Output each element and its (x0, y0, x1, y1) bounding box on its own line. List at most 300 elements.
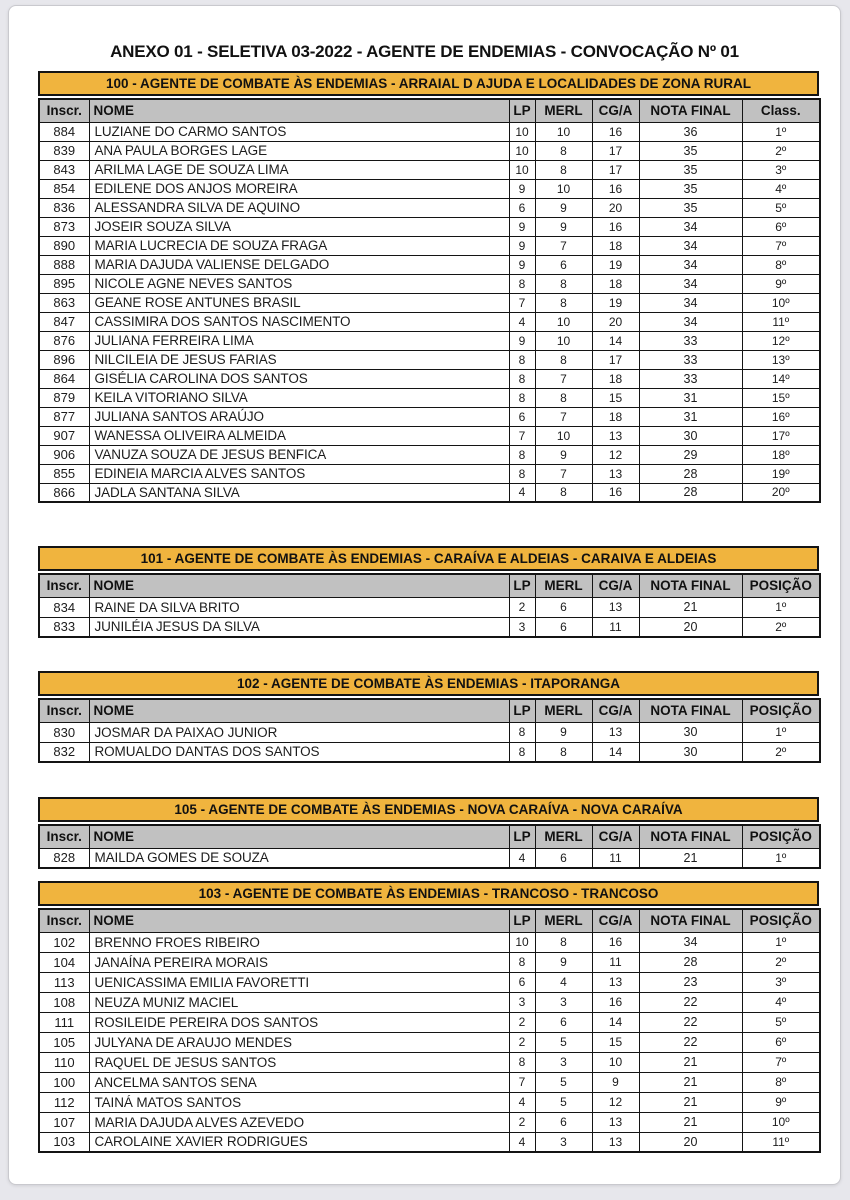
cell-posicao: 5º (742, 1012, 820, 1032)
column-header: CG/A (592, 699, 639, 722)
cell-posicao: 9º (742, 1092, 820, 1112)
cell-nome: GISÉLIA CAROLINA DOS SANTOS (89, 369, 509, 388)
cell-lp: 8 (509, 742, 535, 762)
cell-cga: 20 (592, 312, 639, 331)
cell-posicao: 14º (742, 369, 820, 388)
cell-lp: 8 (509, 952, 535, 972)
results-table-section (38, 881, 819, 1153)
cell-lp: 9 (509, 236, 535, 255)
header-row (39, 699, 820, 722)
cell-lp: 8 (509, 722, 535, 742)
cell-posicao: 13º (742, 350, 820, 369)
table-row (39, 972, 820, 992)
cell-lp: 8 (509, 464, 535, 483)
column-header: LP (509, 909, 535, 932)
cell-nota-final: 21 (639, 1072, 742, 1092)
cell-merl: 6 (535, 597, 592, 617)
cell-posicao: 1º (742, 932, 820, 952)
cell-nome: EDINEIA MARCIA ALVES SANTOS (89, 464, 509, 483)
cell-nome: JOSMAR DA PAIXAO JUNIOR (89, 722, 509, 742)
table-row (39, 407, 820, 426)
cell-merl: 8 (535, 160, 592, 179)
header-row (39, 825, 820, 848)
cell-nome: ALESSANDRA SILVA DE AQUINO (89, 198, 509, 217)
cell-inscr: 847 (39, 312, 89, 331)
cell-inscr: 843 (39, 160, 89, 179)
table-row (39, 350, 820, 369)
cell-lp: 7 (509, 1072, 535, 1092)
cell-inscr: 906 (39, 445, 89, 464)
cell-lp: 8 (509, 350, 535, 369)
column-header: Inscr. (39, 909, 89, 932)
cell-lp: 7 (509, 426, 535, 445)
cell-merl: 6 (535, 617, 592, 637)
cell-nome: CASSIMIRA DOS SANTOS NASCIMENTO (89, 312, 509, 331)
column-header: NOME (89, 99, 509, 122)
cell-nome: NICOLE AGNE NEVES SANTOS (89, 274, 509, 293)
cell-cga: 16 (592, 217, 639, 236)
cell-nome: ANCELMA SANTOS SENA (89, 1072, 509, 1092)
cell-merl: 10 (535, 312, 592, 331)
table-row (39, 160, 820, 179)
document-page (8, 5, 841, 1185)
cell-lp: 8 (509, 274, 535, 293)
column-header: Inscr. (39, 825, 89, 848)
cell-posicao: 7º (742, 236, 820, 255)
cell-nota-final: 34 (639, 293, 742, 312)
table-row (39, 274, 820, 293)
cell-nota-final: 23 (639, 972, 742, 992)
cell-posicao: 1º (742, 848, 820, 868)
cell-merl: 8 (535, 274, 592, 293)
cell-nota-final: 35 (639, 179, 742, 198)
cell-posicao: 4º (742, 992, 820, 1012)
cell-cga: 17 (592, 160, 639, 179)
table-row (39, 179, 820, 198)
cell-nome: KEILA VITORIANO SILVA (89, 388, 509, 407)
column-header: MERL (535, 825, 592, 848)
cell-merl: 8 (535, 293, 592, 312)
column-header: NOTA FINAL (639, 909, 742, 932)
header-row (39, 909, 820, 932)
cell-inscr: 896 (39, 350, 89, 369)
cell-nome: MARIA DAJUDA VALIENSE DELGADO (89, 255, 509, 274)
cell-lp: 7 (509, 293, 535, 312)
column-header: MERL (535, 699, 592, 722)
results-table (38, 98, 821, 503)
cell-posicao: 19º (742, 464, 820, 483)
cell-nome: JULYANA DE ARAUJO MENDES (89, 1032, 509, 1052)
cell-posicao: 2º (742, 617, 820, 637)
cell-cga: 11 (592, 848, 639, 868)
cell-posicao: 12º (742, 331, 820, 350)
cell-cga: 13 (592, 972, 639, 992)
column-header: CG/A (592, 574, 639, 597)
cell-nota-final: 30 (639, 426, 742, 445)
cell-nome: WANESSA OLIVEIRA ALMEIDA (89, 426, 509, 445)
results-table (38, 573, 821, 638)
cell-merl: 8 (535, 141, 592, 160)
table-row (39, 198, 820, 217)
results-table-section (38, 546, 819, 638)
results-table-section (38, 797, 819, 869)
cell-inscr: 828 (39, 848, 89, 868)
cell-inscr: 830 (39, 722, 89, 742)
column-header: POSIÇÃO (742, 574, 820, 597)
header-row (39, 99, 820, 122)
column-header: POSIÇÃO (742, 825, 820, 848)
cell-nota-final: 34 (639, 932, 742, 952)
cell-merl: 3 (535, 1132, 592, 1152)
cell-nome: ROMUALDO DANTAS DOS SANTOS (89, 742, 509, 762)
cell-merl: 6 (535, 1012, 592, 1032)
column-header: NOME (89, 909, 509, 932)
column-header: POSIÇÃO (742, 909, 820, 932)
column-header: MERL (535, 909, 592, 932)
table-row (39, 483, 820, 502)
table-band-title: 102 - AGENTE DE COMBATE ÀS ENDEMIAS - ITAPORANGA (38, 671, 819, 696)
column-header: Inscr. (39, 699, 89, 722)
cell-inscr: 112 (39, 1092, 89, 1112)
table-row (39, 388, 820, 407)
cell-inscr: 877 (39, 407, 89, 426)
column-header: LP (509, 574, 535, 597)
cell-posicao: 6º (742, 1032, 820, 1052)
cell-nota-final: 28 (639, 464, 742, 483)
table-band-title: 100 - AGENTE DE COMBATE ÀS ENDEMIAS - ARRAIAL D AJUDA E LOCALIDADES DE ZONA RURAL (38, 71, 819, 96)
column-header: Class. (742, 99, 820, 122)
cell-lp: 4 (509, 312, 535, 331)
table-row (39, 312, 820, 331)
cell-lp: 4 (509, 848, 535, 868)
cell-cga: 13 (592, 464, 639, 483)
cell-inscr: 834 (39, 597, 89, 617)
cell-inscr: 907 (39, 426, 89, 445)
column-header: NOTA FINAL (639, 574, 742, 597)
cell-cga: 18 (592, 369, 639, 388)
table-row (39, 217, 820, 236)
cell-merl: 4 (535, 972, 592, 992)
table-row (39, 952, 820, 972)
cell-merl: 10 (535, 331, 592, 350)
header-row (39, 574, 820, 597)
cell-cga: 13 (592, 1112, 639, 1132)
cell-nota-final: 35 (639, 198, 742, 217)
results-table (38, 824, 821, 869)
cell-lp: 8 (509, 388, 535, 407)
cell-nota-final: 21 (639, 1092, 742, 1112)
cell-nota-final: 28 (639, 483, 742, 502)
cell-cga: 11 (592, 617, 639, 637)
cell-posicao: 3º (742, 160, 820, 179)
cell-merl: 7 (535, 236, 592, 255)
cell-lp: 8 (509, 445, 535, 464)
table-row (39, 1072, 820, 1092)
cell-posicao: 16º (742, 407, 820, 426)
cell-inscr: 839 (39, 141, 89, 160)
cell-lp: 10 (509, 160, 535, 179)
cell-cga: 13 (592, 722, 639, 742)
cell-inscr: 103 (39, 1132, 89, 1152)
cell-merl: 6 (535, 255, 592, 274)
cell-lp: 3 (509, 617, 535, 637)
cell-posicao: 1º (742, 597, 820, 617)
cell-posicao: 11º (742, 312, 820, 331)
cell-merl: 5 (535, 1032, 592, 1052)
cell-nota-final: 33 (639, 369, 742, 388)
results-table-section (38, 71, 819, 503)
cell-posicao: 1º (742, 722, 820, 742)
cell-nota-final: 33 (639, 331, 742, 350)
cell-lp: 6 (509, 407, 535, 426)
cell-inscr: 108 (39, 992, 89, 1012)
cell-nome: MARIA DAJUDA ALVES AZEVEDO (89, 1112, 509, 1132)
cell-cga: 16 (592, 179, 639, 198)
cell-inscr: 890 (39, 236, 89, 255)
table-row (39, 1032, 820, 1052)
cell-cga: 18 (592, 407, 639, 426)
table-row (39, 141, 820, 160)
table-row (39, 255, 820, 274)
table-row (39, 992, 820, 1012)
cell-nome: MARIA LUCRECIA DE SOUZA FRAGA (89, 236, 509, 255)
table-row (39, 597, 820, 617)
cell-posicao: 2º (742, 742, 820, 762)
cell-cga: 14 (592, 1012, 639, 1032)
cell-lp: 9 (509, 179, 535, 198)
cell-cga: 15 (592, 1032, 639, 1052)
cell-merl: 10 (535, 426, 592, 445)
cell-posicao: 20º (742, 483, 820, 502)
cell-lp: 10 (509, 932, 535, 952)
cell-lp: 10 (509, 141, 535, 160)
results-table-section (38, 671, 819, 763)
table-row (39, 331, 820, 350)
cell-inscr: 105 (39, 1032, 89, 1052)
cell-inscr: 104 (39, 952, 89, 972)
cell-nome: TAINÁ MATOS SANTOS (89, 1092, 509, 1112)
cell-merl: 3 (535, 992, 592, 1012)
table-row (39, 722, 820, 742)
cell-nota-final: 20 (639, 1132, 742, 1152)
cell-nome: VANUZA SOUZA DE JESUS BENFICA (89, 445, 509, 464)
cell-inscr: 833 (39, 617, 89, 637)
cell-cga: 16 (592, 483, 639, 502)
cell-nome: EDILENE DOS ANJOS MOREIRA (89, 179, 509, 198)
table-row (39, 464, 820, 483)
cell-posicao: 1º (742, 122, 820, 141)
cell-lp: 2 (509, 597, 535, 617)
cell-nota-final: 22 (639, 1032, 742, 1052)
cell-merl: 10 (535, 179, 592, 198)
cell-cga: 12 (592, 1092, 639, 1112)
cell-nome: ANA PAULA BORGES LAGE (89, 141, 509, 160)
cell-cga: 20 (592, 198, 639, 217)
cell-posicao: 8º (742, 255, 820, 274)
cell-inscr: 855 (39, 464, 89, 483)
table-row (39, 236, 820, 255)
cell-cga: 13 (592, 597, 639, 617)
cell-merl: 8 (535, 350, 592, 369)
cell-inscr: 100 (39, 1072, 89, 1092)
cell-nota-final: 20 (639, 617, 742, 637)
cell-nome: ROSILEIDE PEREIRA DOS SANTOS (89, 1012, 509, 1032)
cell-inscr: 873 (39, 217, 89, 236)
column-header: NOME (89, 699, 509, 722)
cell-nota-final: 31 (639, 407, 742, 426)
cell-cga: 19 (592, 255, 639, 274)
cell-inscr: 107 (39, 1112, 89, 1132)
cell-merl: 9 (535, 952, 592, 972)
table-row (39, 742, 820, 762)
cell-nota-final: 21 (639, 597, 742, 617)
column-header: NOME (89, 825, 509, 848)
cell-cga: 16 (592, 992, 639, 1012)
cell-nome: JANAÍNA PEREIRA MORAIS (89, 952, 509, 972)
cell-nome: MAILDA GOMES DE SOUZA (89, 848, 509, 868)
cell-nome: LUZIANE DO CARMO SANTOS (89, 122, 509, 141)
cell-nome: JADLA SANTANA SILVA (89, 483, 509, 502)
cell-lp: 9 (509, 255, 535, 274)
cell-nota-final: 22 (639, 1012, 742, 1032)
cell-cga: 13 (592, 1132, 639, 1152)
column-header: CG/A (592, 99, 639, 122)
cell-posicao: 3º (742, 972, 820, 992)
cell-merl: 8 (535, 483, 592, 502)
cell-cga: 14 (592, 331, 639, 350)
table-row (39, 445, 820, 464)
cell-merl: 6 (535, 1112, 592, 1132)
cell-inscr: 879 (39, 388, 89, 407)
table-band-title: 101 - AGENTE DE COMBATE ÀS ENDEMIAS - CARAÍVA E ALDEIAS - CARAIVA E ALDEIAS (38, 546, 819, 571)
cell-inscr: 836 (39, 198, 89, 217)
cell-nota-final: 31 (639, 388, 742, 407)
cell-nota-final: 36 (639, 122, 742, 141)
cell-nota-final: 28 (639, 952, 742, 972)
cell-inscr: 854 (39, 179, 89, 198)
table-row (39, 617, 820, 637)
table-row (39, 293, 820, 312)
cell-inscr: 876 (39, 331, 89, 350)
cell-nota-final: 33 (639, 350, 742, 369)
cell-nota-final: 30 (639, 722, 742, 742)
cell-nota-final: 21 (639, 1112, 742, 1132)
column-header: LP (509, 699, 535, 722)
cell-posicao: 18º (742, 445, 820, 464)
cell-inscr: 866 (39, 483, 89, 502)
cell-nome: JUNILÉIA JESUS DA SILVA (89, 617, 509, 637)
cell-inscr: 110 (39, 1052, 89, 1072)
cell-lp: 8 (509, 1052, 535, 1072)
table-row (39, 848, 820, 868)
cell-nota-final: 34 (639, 217, 742, 236)
cell-lp: 2 (509, 1032, 535, 1052)
cell-lp: 9 (509, 217, 535, 236)
cell-nota-final: 30 (639, 742, 742, 762)
cell-posicao: 9º (742, 274, 820, 293)
cell-posicao: 2º (742, 141, 820, 160)
cell-nota-final: 34 (639, 236, 742, 255)
cell-nome: ARILMA LAGE DE SOUZA LIMA (89, 160, 509, 179)
cell-merl: 9 (535, 445, 592, 464)
table-row (39, 932, 820, 952)
cell-nome: UENICASSIMA EMILIA FAVORETTI (89, 972, 509, 992)
cell-inscr: 832 (39, 742, 89, 762)
cell-lp: 6 (509, 972, 535, 992)
cell-merl: 3 (535, 1052, 592, 1072)
column-header: MERL (535, 99, 592, 122)
cell-inscr: 864 (39, 369, 89, 388)
cell-nome: NILCILEIA DE JESUS FARIAS (89, 350, 509, 369)
results-table (38, 908, 821, 1153)
cell-posicao: 17º (742, 426, 820, 445)
cell-nome: NEUZA MUNIZ MACIEL (89, 992, 509, 1012)
cell-nome: JULIANA FERREIRA LIMA (89, 331, 509, 350)
cell-inscr: 102 (39, 932, 89, 952)
cell-posicao: 11º (742, 1132, 820, 1152)
cell-nota-final: 22 (639, 992, 742, 1012)
cell-lp: 4 (509, 1092, 535, 1112)
cell-nome: CAROLAINE XAVIER RODRIGUES (89, 1132, 509, 1152)
table-row (39, 1052, 820, 1072)
cell-nota-final: 34 (639, 274, 742, 293)
cell-inscr: 111 (39, 1012, 89, 1032)
cell-merl: 7 (535, 407, 592, 426)
cell-lp: 8 (509, 369, 535, 388)
cell-nota-final: 35 (639, 160, 742, 179)
cell-lp: 2 (509, 1012, 535, 1032)
cell-lp: 3 (509, 992, 535, 1012)
cell-merl: 10 (535, 122, 592, 141)
column-header: NOTA FINAL (639, 699, 742, 722)
column-header: CG/A (592, 825, 639, 848)
cell-cga: 12 (592, 445, 639, 464)
cell-inscr: 863 (39, 293, 89, 312)
column-header: POSIÇÃO (742, 699, 820, 722)
column-header: LP (509, 99, 535, 122)
cell-merl: 9 (535, 722, 592, 742)
table-band-title: 103 - AGENTE DE COMBATE ÀS ENDEMIAS - TRANCOSO - TRANCOSO (38, 881, 819, 906)
column-header: LP (509, 825, 535, 848)
results-table (38, 698, 821, 763)
cell-cga: 15 (592, 388, 639, 407)
cell-nota-final: 34 (639, 312, 742, 331)
table-row (39, 1092, 820, 1112)
cell-nome: RAINE DA SILVA BRITO (89, 597, 509, 617)
table-row (39, 426, 820, 445)
table-row (39, 369, 820, 388)
cell-cga: 16 (592, 122, 639, 141)
cell-nota-final: 21 (639, 1052, 742, 1072)
cell-nome: JULIANA SANTOS ARAÚJO (89, 407, 509, 426)
cell-merl: 6 (535, 848, 592, 868)
column-header: MERL (535, 574, 592, 597)
cell-lp: 10 (509, 122, 535, 141)
cell-cga: 18 (592, 236, 639, 255)
cell-cga: 18 (592, 274, 639, 293)
cell-cga: 19 (592, 293, 639, 312)
cell-cga: 16 (592, 932, 639, 952)
tables-container (38, 71, 819, 1153)
cell-merl: 9 (535, 217, 592, 236)
cell-lp: 6 (509, 198, 535, 217)
cell-merl: 8 (535, 742, 592, 762)
table-row (39, 1012, 820, 1032)
column-header: NOME (89, 574, 509, 597)
cell-posicao: 15º (742, 388, 820, 407)
cell-nome: RAQUEL DE JESUS SANTOS (89, 1052, 509, 1072)
cell-posicao: 8º (742, 1072, 820, 1092)
